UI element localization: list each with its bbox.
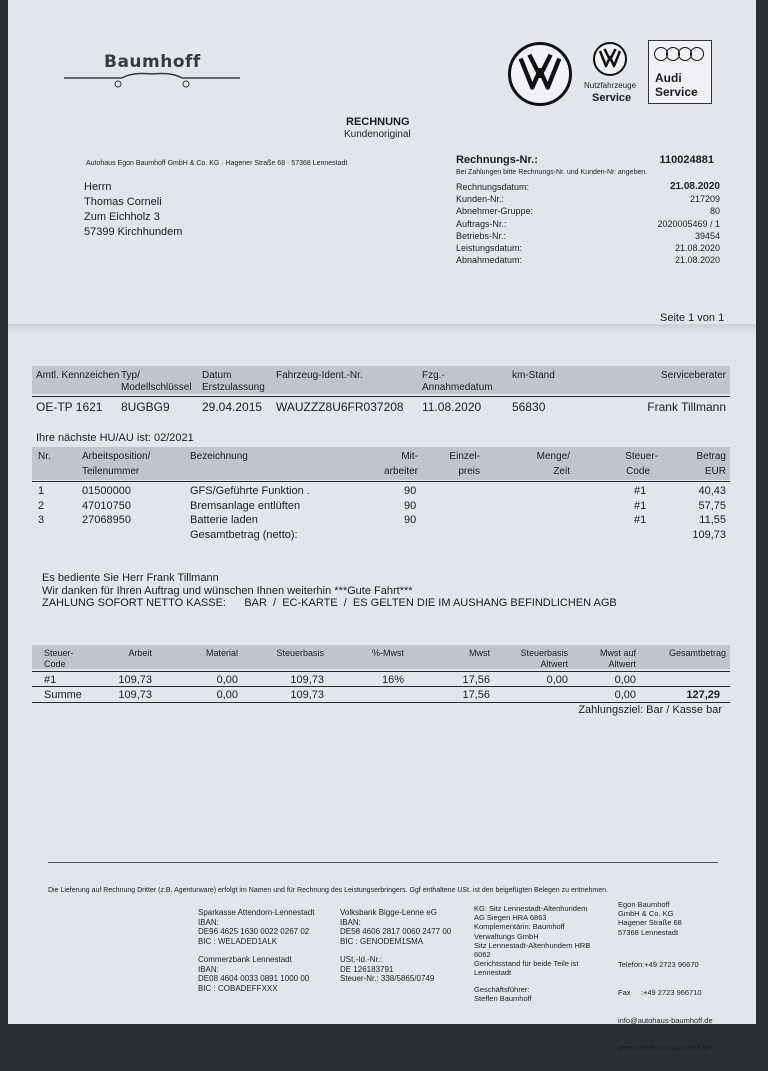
- divider: [32, 396, 730, 397]
- row-mit: 90: [404, 485, 417, 497]
- row-bez: Batterie laden: [190, 514, 258, 526]
- col-typ-2: Modellschlüssel: [121, 382, 192, 393]
- audi-service-label: Service: [655, 85, 698, 99]
- fin-value: WAUZZZ8U6FR037208: [276, 400, 404, 414]
- tax-row-basis: 109,73: [290, 674, 324, 686]
- bank-commerzbank: [198, 955, 309, 993]
- col-nr: Nr.: [38, 451, 51, 462]
- row-nr: 1: [38, 485, 45, 497]
- field-value: 21.08.2020: [674, 255, 720, 266]
- tax-row-material: 0,00: [216, 674, 238, 686]
- invoice-field-row: [456, 193, 720, 205]
- legal-line: AG Siegen HRA 6863: [474, 913, 547, 923]
- invoice-field-row: [456, 205, 720, 217]
- col-mitarbeiter-2: arbeiter: [384, 466, 418, 477]
- col-menge: Menge/: [536, 451, 570, 462]
- positions-rows: [8, 484, 756, 542]
- col-pos: Arbeitsposition/: [82, 451, 151, 462]
- address-line: Zum Eichholz 3: [84, 211, 160, 223]
- tax-col-code-2: Code: [44, 659, 66, 669]
- legal-line: Verwaltungs GmbH: [474, 931, 539, 941]
- tax-col-pmwst: %-Mwst: [372, 648, 404, 658]
- tax-col-gesamt: Gesamtbetrag: [668, 648, 726, 658]
- company-line: GmbH & Co. KG: [618, 909, 674, 919]
- divider: [32, 702, 730, 703]
- bank-line: Volksbank Bigge-Lenne eG: [340, 908, 437, 917]
- company-contact: [618, 942, 713, 1071]
- tax-col-basis: Steuerbasis: [276, 648, 324, 658]
- divider: [32, 671, 730, 672]
- field-value: 2020005469 / 1: [657, 218, 720, 229]
- recipient-address: [84, 180, 182, 240]
- row-nr: 3: [38, 514, 45, 526]
- sum-gesamt: 127,29: [686, 689, 720, 701]
- row-pos: 47010750: [82, 499, 131, 512]
- legal-line: Komplementärin: Baumhoff: [474, 922, 565, 932]
- vw-nutzfahrzeuge-logo-icon: [593, 42, 627, 76]
- bank-line: DE96 4625 1630 0022 0267 02: [198, 927, 310, 937]
- total-label: Gesamtbetrag (netto):: [190, 528, 298, 541]
- tax-col-mwst-alt-2: Altwert: [608, 659, 636, 669]
- footer-note: Die Lieferung auf Rechnung Dritter (z.B. Agenturware) erfolgt im Namen und für Rechnung des Leistungserbringers. Ggf enthaltene USt. ist den beigefügten Belegen zu entnehmen.: [48, 887, 608, 894]
- invoice-paper: [8, 0, 756, 1053]
- baumhoff-logo: Baumhoff: [104, 52, 201, 72]
- company-line: 57368 Lennestadt: [618, 927, 679, 937]
- tax-col-basis-alt-2: Altwert: [540, 659, 568, 669]
- legal-line: Gerichtsstand für beide Teile ist: [474, 959, 579, 969]
- col-datum-2: Erstzulassung: [202, 382, 265, 393]
- audi-service-logo: [648, 40, 712, 104]
- table-row: [8, 484, 756, 499]
- row-betrag: 11,55: [699, 514, 726, 526]
- row-bez: GFS/Geführte Funktion .: [190, 485, 310, 497]
- table-row: [8, 499, 756, 514]
- fax-line: Fax :+49 2723 966710: [618, 988, 702, 998]
- field-label: Betriebs-Nr.:: [456, 230, 507, 241]
- total-row: [8, 528, 756, 543]
- field-label: Auftrags-Nr.:: [456, 218, 507, 229]
- invoice-fields: [456, 181, 720, 266]
- field-label: Leistungsdatum:: [456, 243, 523, 254]
- legal-line: 6062: [474, 950, 491, 960]
- page-indicator: Seite 1 von 1: [660, 312, 725, 324]
- sender-line: Autohaus Egon Baumhoff GmbH & Co. KG · Hagener Straße 68 · 57368 Lennestadt: [86, 160, 348, 167]
- col-mitarbeiter: Mit-: [401, 451, 418, 462]
- vw-logo-icon: [508, 42, 572, 106]
- address-line: Herrn: [84, 181, 112, 193]
- field-label: Abnehmer-Gruppe:: [456, 206, 534, 217]
- tax-row-mwst-alt: 0,00: [614, 674, 636, 686]
- website-line: www.autohaus-baumhoff.de: [618, 1043, 711, 1053]
- kennzeichen-value: OE-TP 1621: [36, 400, 103, 414]
- col-steuer-2: Code: [626, 466, 650, 477]
- col-typ: Typ/: [121, 370, 140, 381]
- invoice-field-row: [456, 181, 720, 193]
- tax-col-code: Steuer-: [44, 648, 74, 658]
- tax-row-arbeit: 109,73: [118, 674, 152, 686]
- col-datum: Datum: [202, 370, 232, 381]
- col-fzg: Fzg.-: [422, 370, 445, 381]
- field-value: 39454: [694, 230, 720, 241]
- field-label: Rechnungsdatum:: [456, 182, 530, 192]
- col-kennzeichen: Amtl. Kennzeichen: [36, 370, 120, 381]
- bank-volksbank: [340, 908, 451, 946]
- sum-mwst: 17,56: [462, 689, 490, 701]
- bank-line: DE08 4604 0033 0891 1000 00: [198, 974, 310, 984]
- divider: [32, 686, 730, 687]
- annahme-value: 11.08.2020: [422, 400, 482, 414]
- thanks-line: Wir danken für Ihren Auftrag und wünschen Ihnen weiterhin ***Gute Fahrt***: [42, 584, 413, 597]
- invoice-field-row: [456, 254, 720, 266]
- tax-row-code: #1: [44, 674, 57, 686]
- company-line: Egon Baumhoff: [618, 900, 670, 909]
- col-bezeichnung: Bezeichnung: [190, 451, 248, 462]
- invoice-field-row: [456, 230, 720, 242]
- legal-line: Lennestadt: [474, 968, 512, 978]
- baumhoff-car-icon: [62, 70, 242, 92]
- divider: [32, 481, 730, 482]
- row-code: #1: [634, 514, 647, 526]
- bank-line: Sparkasse Attendorn-Lennestadt: [198, 908, 315, 917]
- invoice-number: 110024881: [659, 154, 714, 166]
- tax-row-pmwst: 16%: [381, 674, 404, 686]
- row-nr: 2: [38, 499, 45, 512]
- tax-col-mwst-alt: Mwst auf: [599, 648, 636, 658]
- col-betrag: Betrag: [696, 451, 726, 462]
- sum-label: Summe: [44, 689, 82, 701]
- tax-id-line: DE 126183791: [340, 964, 394, 974]
- table-row: [8, 513, 756, 528]
- sum-basis: 109,73: [290, 689, 324, 701]
- tax-row-basis-alt: 0,00: [546, 674, 568, 686]
- row-mit: 90: [404, 514, 417, 526]
- management: [474, 985, 532, 1003]
- field-value: 217209: [689, 194, 720, 205]
- bank-line: DE58 4606 2817 0060 2477 00: [340, 927, 452, 937]
- payment-target: Zahlungsziel: Bar / Kasse bar: [578, 704, 722, 716]
- paper-fold: [8, 324, 756, 334]
- col-fzg-2: Annahmedatum: [422, 382, 493, 393]
- row-betrag: 57,75: [698, 499, 726, 512]
- legal-line: Sitz Lennestadt-Altenhundem HRB: [474, 940, 591, 950]
- manager-line: Geschäftsführer:: [474, 985, 530, 994]
- berater-value: Frank Tillmann: [647, 400, 726, 414]
- phone-line: Telefon:+49 2723 96670: [618, 960, 699, 970]
- row-bez: Bremsanlage entlüften: [190, 499, 301, 512]
- field-label: Abnahmedatum:: [456, 255, 523, 266]
- hu-au-note: Ihre nächste HU/AU ist: 02/2021: [36, 432, 194, 444]
- field-label: Kunden-Nr.:: [456, 194, 505, 205]
- message-block: [42, 572, 617, 610]
- row-pos: 01500000: [82, 485, 131, 497]
- col-steuer: Steuer-: [625, 451, 658, 462]
- document-title: RECHNUNG: [346, 116, 410, 128]
- legal-line: KG: Sitz Lennestadt-Altenhundem: [474, 904, 588, 913]
- bank-line: IBAN:: [198, 964, 219, 974]
- col-fin: Fahrzeug-Ident.-Nr.: [276, 370, 363, 381]
- tax-col-material: Material: [205, 648, 238, 658]
- tax-id-line: Steuer-Nr.: 338/5865/0749: [340, 974, 435, 984]
- bank-line: Commerzbank Lennestadt: [198, 955, 292, 964]
- sum-arbeit: 109,73: [118, 689, 152, 701]
- tax-id-line: USt.-Id.-Nr.:: [340, 955, 383, 964]
- tax-col-arbeit: Arbeit: [128, 648, 152, 658]
- sum-mwst-alt: 0,00: [614, 689, 636, 701]
- company-address: [618, 900, 682, 937]
- payment-terms: ZAHLUNG SOFORT NETTO KASSE: BAR / EC-KARTE / ES GELTEN DIE IM AUSHANG BEFINDLICHEN AGB: [42, 597, 617, 609]
- col-betrag-2: EUR: [704, 466, 726, 477]
- audi-label: Audi: [655, 71, 682, 85]
- address-line: 57399 Kirchhundem: [84, 226, 183, 238]
- legal-info: [474, 904, 590, 978]
- invoice-number-label: Rechnungs-Nr.:: [456, 154, 538, 166]
- email-line: info@autohaus-baumhoff.de: [618, 1015, 713, 1025]
- typ-value: 8UGBG9: [121, 400, 170, 414]
- invoice-field-row: [456, 242, 720, 254]
- field-value: 21.08.2020: [674, 243, 720, 254]
- tax-col-basis-alt: Steuerbasis: [520, 648, 568, 658]
- row-betrag: 40,43: [698, 485, 726, 497]
- col-berater: Serviceberater: [660, 370, 726, 381]
- bank-line: BIC : WELADED1ALK: [198, 936, 278, 946]
- tax-ids: [340, 955, 434, 984]
- bank-sparkasse: [198, 908, 315, 946]
- col-pos-2: Teilenummer: [82, 466, 140, 477]
- served-by: Es bediente Sie Herr Frank Tillmann: [42, 572, 219, 584]
- row-mit: 90: [404, 499, 417, 512]
- km-value: 56830: [512, 400, 546, 414]
- col-einzelpreis-2: preis: [458, 466, 480, 477]
- vw-nutzfahrzeuge-label: Nutzfahrzeuge: [584, 81, 637, 90]
- tax-col-mwst: Mwst: [469, 648, 490, 658]
- footer-divider: [48, 862, 718, 863]
- audi-ring-icon: [690, 47, 704, 61]
- erstzulassung-value: 29.04.2015: [202, 400, 263, 414]
- payment-note: Bei Zahlungen bitte Rechnungs-Nr. und Kunden-Nr. angeben.: [456, 169, 648, 176]
- bank-line: BIC : GENODEM1SMA: [340, 936, 424, 946]
- row-code: #1: [634, 485, 647, 497]
- bank-line: IBAN:: [198, 917, 219, 927]
- invoice-field-row: [456, 218, 720, 230]
- sum-material: 0,00: [216, 689, 238, 701]
- field-value: 80: [709, 206, 720, 217]
- tax-row-mwst: 17,56: [462, 674, 490, 686]
- col-menge-2: Zeit: [553, 466, 570, 477]
- bank-line: BIC : COBADEFFXXX: [198, 983, 278, 993]
- manager-line: Steffen Baumhoff: [474, 994, 532, 1004]
- row-pos: 27068950: [82, 514, 131, 526]
- vw-service-label: Service: [592, 92, 632, 104]
- field-value: 21.08.2020: [669, 181, 720, 192]
- total-value: 109,73: [692, 528, 726, 541]
- address-line: Thomas Corneli: [84, 196, 162, 208]
- company-line: Hagener Straße 68: [618, 918, 682, 928]
- col-einzelpreis: Einzel-: [449, 451, 480, 462]
- row-code: #1: [634, 499, 647, 512]
- bank-line: IBAN:: [340, 917, 361, 927]
- document-subtitle: Kundenoriginal: [344, 129, 411, 140]
- col-km: km-Stand: [512, 370, 555, 381]
